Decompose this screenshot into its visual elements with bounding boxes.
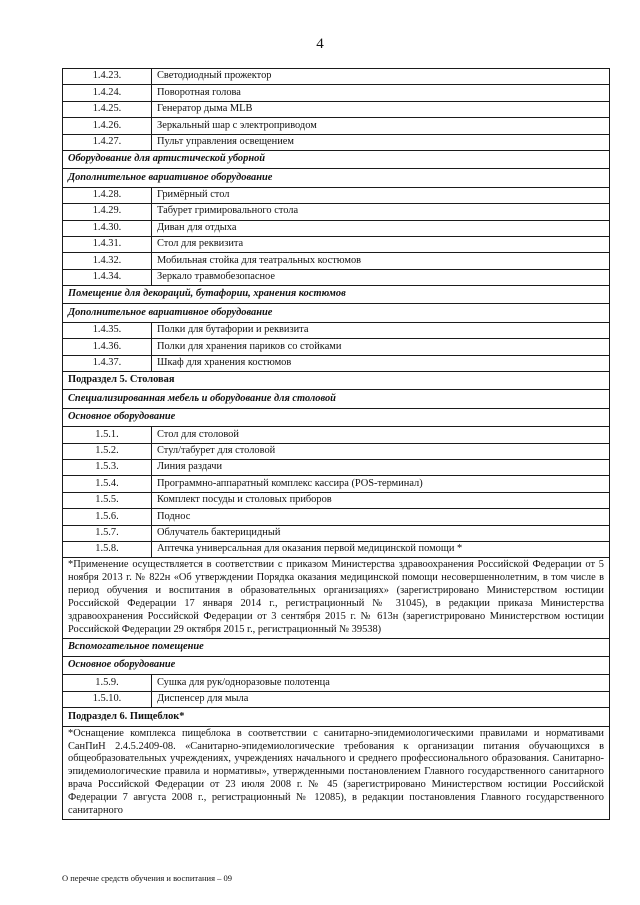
section-row [63, 304, 610, 322]
item-name: Зеркальный шар с электроприводом [152, 118, 610, 134]
section-heading: Основное оборудование [63, 657, 610, 675]
section-row [63, 408, 610, 426]
item-name: Шкаф для хранения костюмов [152, 355, 610, 371]
item-name: Диспенсер для мыла [152, 691, 610, 707]
item-name: Пульт управления освещением [152, 134, 610, 150]
note-row [63, 558, 610, 638]
table-row [63, 322, 610, 338]
section-row [63, 150, 610, 168]
table-row [63, 443, 610, 459]
table-row [63, 204, 610, 220]
section-heading: Дополнительное вариативное оборудование [63, 169, 610, 187]
item-name: Комплект посуды и столовых приборов [152, 492, 610, 508]
table-row [63, 355, 610, 371]
item-number: 1.4.37. [63, 355, 152, 371]
section-row [63, 286, 610, 304]
section-row [63, 657, 610, 675]
item-number: 1.4.36. [63, 339, 152, 355]
section-heading: Помещение для декораций, бутафории, хранения костюмов [63, 286, 610, 304]
subsection-title: Подраздел 6. Пищеблок* [63, 708, 610, 726]
item-name: Полки для хранения париков со стойками [152, 339, 610, 355]
table-row [63, 509, 610, 525]
item-name: Полки для бутафории и реквизита [152, 322, 610, 338]
equipment-table-body [63, 69, 610, 820]
item-number: 1.5.5. [63, 492, 152, 508]
item-number: 1.4.31. [63, 236, 152, 252]
subsection-row [63, 708, 610, 726]
item-number: 1.4.24. [63, 85, 152, 101]
item-number: 1.5.3. [63, 459, 152, 475]
item-number: 1.4.27. [63, 134, 152, 150]
section-heading: Оборудование для артистической уборной [63, 150, 610, 168]
item-number: 1.5.7. [63, 525, 152, 541]
item-number: 1.4.29. [63, 204, 152, 220]
item-name: Светодиодный прожектор [152, 69, 610, 85]
table-row [63, 187, 610, 203]
table-row [63, 691, 610, 707]
item-name: Генератор дыма MLB [152, 101, 610, 117]
item-number: 1.4.23. [63, 69, 152, 85]
item-number: 1.4.30. [63, 220, 152, 236]
section-heading: Дополнительное вариативное оборудование [63, 304, 610, 322]
table-row [63, 427, 610, 443]
table-row [63, 85, 610, 101]
item-name: Программно-аппаратный комплекс кассира (POS-терминал) [152, 476, 610, 492]
table-row [63, 525, 610, 541]
table-row [63, 69, 610, 85]
item-number: 1.5.10. [63, 691, 152, 707]
item-number: 1.5.9. [63, 675, 152, 691]
item-name: Стол для столовой [152, 427, 610, 443]
footnote-text: *Применение осуществляется в соответствии с приказом Министерства здравоохранения Российской Федерации от 5 ноября 2013 г. № 822н «Об утверждении Порядка оказания медицинской помощи несовершеннолетним, в том числе в период обучения и воспитания в образовательных организациях» (зарегистрировано Министерством юстиции Российской Федерации 17 января 2014 г., регистрационный № 31045), в редакции приказа Министерства здравоохранения Российской Федерации от 3 сентября 2015 г. № 613н (зарегистрировано Министерством юстиции Российской Федерации 29 октября 2015 г., регистрационный № 39538) [63, 558, 610, 638]
item-number: 1.5.1. [63, 427, 152, 443]
table-row [63, 134, 610, 150]
item-name: Зеркало травмобезопасное [152, 269, 610, 285]
subsection-title: Подраздел 5. Столовая [63, 372, 610, 390]
item-number: 1.5.4. [63, 476, 152, 492]
item-number: 1.4.25. [63, 101, 152, 117]
item-name: Гримёрный стол [152, 187, 610, 203]
item-name: Стол для реквизита [152, 236, 610, 252]
table-row [63, 101, 610, 117]
item-name: Сушка для рук/одноразовые полотенца [152, 675, 610, 691]
table-row [63, 269, 610, 285]
equipment-table [62, 68, 610, 820]
footnote-text: *Оснащение комплекса пищеблока в соответствии с санитарно-эпидемиологическими правилами и нормативами СанПиН 2.4.5.2409-08. «Санитарно-эпидемиологические требования к организации питания обучающихся в общеобразовательных учреждениях, учреждениях начального и среднего профессионального образования. Санитарно-эпидемиологические правила и нормативы», утвержденными постановлением Главного государственного санитарного врача Российской Федерации от 23 июля 2008 г. № 45 (зарегистрировано Министерством юстиции Российской Федерации 7 августа 2008 г., регистрационный № 12085), в редакции постановления Главного государственного санитарного [63, 726, 610, 819]
item-name: Стул/табурет для столовой [152, 443, 610, 459]
page-footer: О перечне средств обучения и воспитания – 09 [62, 873, 232, 883]
section-row [63, 638, 610, 656]
item-name: Поднос [152, 509, 610, 525]
table-row [63, 339, 610, 355]
table-row [63, 492, 610, 508]
item-name: Аптечка универсальная для оказания первой медицинской помощи * [152, 541, 610, 557]
table-row [63, 476, 610, 492]
item-number: 1.4.32. [63, 253, 152, 269]
page-number: 4 [316, 36, 324, 52]
item-number: 1.4.26. [63, 118, 152, 134]
table-row [63, 459, 610, 475]
section-heading: Вспомогательное помещение [63, 638, 610, 656]
item-number: 1.5.6. [63, 509, 152, 525]
item-name: Мобильная стойка для театральных костюмов [152, 253, 610, 269]
item-name: Облучатель бактерицидный [152, 525, 610, 541]
subsection-row [63, 372, 610, 390]
table-row [63, 253, 610, 269]
item-number: 1.5.8. [63, 541, 152, 557]
table-row [63, 220, 610, 236]
section-row [63, 169, 610, 187]
item-number: 1.4.28. [63, 187, 152, 203]
item-number: 1.5.2. [63, 443, 152, 459]
item-number: 1.4.34. [63, 269, 152, 285]
section-heading: Специализированная мебель и оборудование для столовой [63, 390, 610, 408]
item-number: 1.4.35. [63, 322, 152, 338]
item-name: Линия раздачи [152, 459, 610, 475]
table-row [63, 236, 610, 252]
table-row [63, 541, 610, 557]
item-name: Табурет гримировального стола [152, 204, 610, 220]
section-heading: Основное оборудование [63, 408, 610, 426]
table-row [63, 118, 610, 134]
item-name: Поворотная голова [152, 85, 610, 101]
note-row [63, 726, 610, 819]
item-name: Диван для отдыха [152, 220, 610, 236]
table-row [63, 675, 610, 691]
section-row [63, 390, 610, 408]
